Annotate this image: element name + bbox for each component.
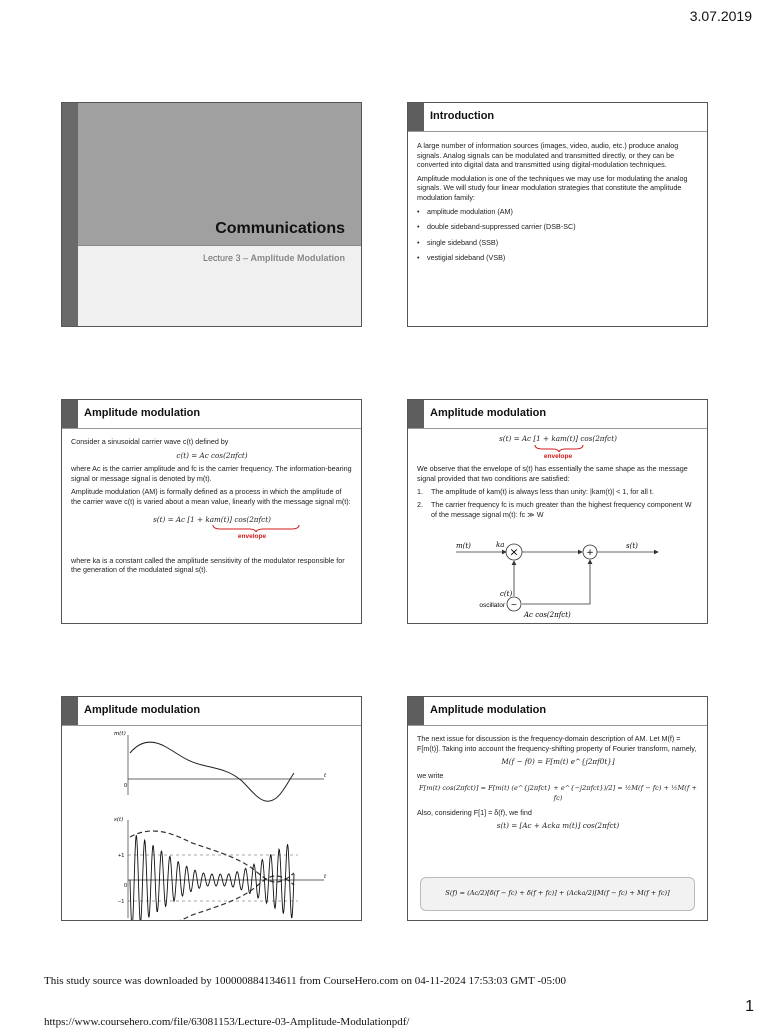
spectrum-equation: S(f) = (Ac/2)[δ(f − fc) + δ(f + fc)] + (Acka/2)[M(f − fc) + M(f + fc)]: [445, 889, 670, 897]
header-accent-bar: [408, 697, 424, 725]
slide-title-text: Amplitude modulation: [84, 704, 201, 716]
plot1-y-label: m(t): [114, 731, 126, 737]
am-modulator-diagram: [408, 536, 708, 624]
waveform-plots: [62, 725, 362, 921]
lecture-number: Lecture 3 –: [202, 253, 251, 263]
slide-am-waveforms: [61, 696, 362, 921]
title-divider: [78, 245, 361, 246]
paragraph: A large number of information sources (images, video, audio, etc.) produce analog signals. Analog signals can be modulated and transmitted directly, or they can be converted into digital data and transmitted using digital-modulation techniques.: [417, 141, 679, 170]
am-waveform: [130, 836, 294, 921]
paragraph: where Ac is the carrier amplitude and fc is the carrier frequency. The information-bearing signal or message signal is denoted by m(t).: [71, 464, 352, 483]
paragraph: We observe that the envelope of s(t) has essentially the same shape as the message signal provided that two conditions are satisfied:: [417, 464, 688, 483]
multiply-symbol: ×: [509, 545, 519, 559]
paragraph: Also, considering F[1] = δ(f), we find: [417, 807, 532, 817]
message-waveform: [130, 742, 294, 801]
list-item: • amplitude modulation (AM): [417, 207, 699, 217]
output-label: s(t): [626, 542, 638, 550]
slide-title-text: Introduction: [430, 110, 495, 122]
slide-body: [417, 434, 699, 522]
paragraph: Consider a sinusoidal carrier wave c(t) defined by: [71, 437, 229, 446]
plot1-origin-label: 0: [124, 783, 128, 789]
input-label: m(t): [456, 542, 471, 550]
slide-title-text: Amplitude modulation: [430, 704, 547, 716]
carrier-expression: Ac cos(2πfct): [524, 611, 571, 619]
plot2-y-label: s(t): [114, 817, 124, 823]
am-equation: s(t) = Ac [1 + kam(t)] cos(2πfct): [153, 514, 271, 524]
slide-header: [62, 400, 361, 429]
slide-body: [417, 734, 699, 835]
paragraph: we write: [417, 770, 444, 780]
carrier-label: c(t): [500, 590, 513, 598]
slide-title: [61, 102, 362, 327]
plot2-plus-one-label: +1: [118, 853, 125, 859]
page-date: 3.07.2019: [689, 8, 752, 24]
envelope-brace: [71, 524, 355, 532]
gain-label: ka: [496, 541, 505, 549]
slide-header: [408, 103, 707, 132]
envelope-label: envelope: [543, 452, 573, 460]
oscillator-symbol: ~: [510, 600, 518, 609]
slide-title-text: Amplitude modulation: [84, 407, 201, 419]
lower-envelope: [130, 876, 294, 921]
frequency-shift-equation: M(f − f0) = F[m(t) e^{j2πf0t}]: [501, 757, 615, 767]
fourier-equation: F[m(t) cos(2πfct)] = F[m(t) (e^{j2πfct} + e^{−j2πfct})/2] = ½M(f − fc) + ½M(f + fc): [419, 784, 697, 802]
slide-am-definition: [61, 399, 362, 624]
course-title: Communications: [215, 220, 345, 237]
plot2-x-label: t: [324, 874, 327, 880]
lecture-subtitle: [203, 253, 345, 263]
slide-introduction: [407, 102, 708, 327]
header-accent-bar: [408, 103, 424, 131]
plot2-minus-one-label: −1: [118, 899, 125, 905]
page-number: 1: [745, 998, 754, 1015]
carrier-to-sum-line: [522, 560, 590, 604]
paragraph: where ka is a constant called the amplitude sensitivity of the modulator responsible for the generation of the modulated signal s(t).: [71, 555, 345, 575]
title-accent-bar: [62, 103, 78, 327]
list-item: 1. The amplitude of kam(t) is always less than unity: |kam(t)| < 1, for all t.: [417, 487, 654, 497]
carrier-equation: c(t) = Ac cos(2πfct): [176, 450, 248, 460]
lecture-topic: Amplitude Modulation: [250, 253, 345, 263]
slide-am-conditions: [407, 399, 708, 624]
envelope-label: envelope: [237, 533, 267, 541]
paragraph: The next issue for discussion is the frequency-domain description of AM. Let M(f) = F[m(t)]. Taking into account the frequency-shifting property of Fourier transform, namely,: [417, 734, 697, 753]
list-item: 2. The carrier frequency fc is much greater than the highest frequency component W of the message signal m(t): fc ≫ W: [417, 499, 692, 519]
slide-header: [408, 400, 707, 429]
slide-am-frequency-domain: [407, 696, 708, 921]
paragraph: Amplitude modulation is one of the techniques we may use for modulating the analog signals. We will study four linear modulation strategies that constitute the amplitude modulation family:: [417, 173, 688, 202]
source-url[interactable]: https://www.coursehero.com/file/63081153/Lecture-03-Amplitude-Modulationpdf/: [44, 1016, 410, 1028]
conditions-list: [417, 487, 699, 519]
slide-header: [408, 697, 707, 726]
slide-title-text: Amplitude modulation: [430, 407, 547, 419]
plot1-x-label: t: [324, 773, 327, 779]
spectrum-formula-box: [420, 877, 695, 911]
oscillator-label: oscillator: [479, 602, 505, 609]
slide-body: [417, 141, 699, 269]
envelope-brace: [417, 444, 701, 452]
am-signal-equation: s(t) = [Ac + Acka m(t)] cos(2πfct): [496, 821, 620, 831]
modulation-list: [417, 207, 699, 263]
header-accent-bar: [62, 697, 78, 725]
header-accent-bar: [408, 400, 424, 428]
paragraph: Amplitude modulation (AM) is formally defined as a process in which the amplitude of the carrier wave c(t) is varied about a mean value, linearly with the message signal m(t):: [71, 487, 351, 506]
plot2-origin-label: 0: [124, 883, 128, 889]
list-item: • vestigial sideband (VSB): [417, 253, 699, 263]
download-notice: This study source was downloaded by 100000884134611 from CourseHero.com on 04-11-2024 17:53:03 GMT -05:00: [44, 975, 567, 987]
am-equation: s(t) = Ac [1 + kam(t)] cos(2πfct): [499, 434, 617, 443]
list-item: • single sideband (SSB): [417, 238, 699, 248]
slide-body: [71, 437, 353, 579]
sum-symbol: +: [586, 548, 594, 558]
slide-header: [62, 697, 361, 726]
list-item: • double sideband-suppressed carrier (DSB-SC): [417, 222, 699, 232]
header-accent-bar: [62, 400, 78, 428]
